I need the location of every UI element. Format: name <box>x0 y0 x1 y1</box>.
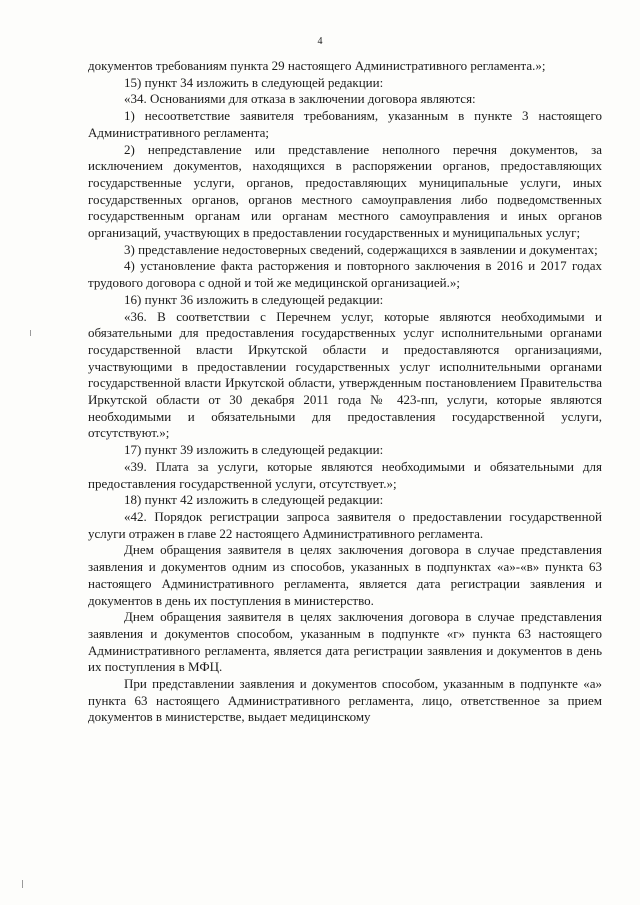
paragraph: «42. Порядок регистрации запроса заявителя о предоставлении государственной услуги отражен в главе 22 настоящего Административного регламента. <box>88 508 602 541</box>
paragraph: 16) пункт 36 изложить в следующей редакции: <box>124 291 384 307</box>
paragraph: 3) представление недостоверных сведений, содержащихся в заявлении и документах; <box>124 241 598 257</box>
paragraph: «36. В соответствии с Перечнем услуг, которые являются необходимыми и обязательными для предоставления государственных услуг исполнительными органами государственной власти Иркутской области и предоставляются организациями, участвующими в предоставлении государственных услуг исполнительными органами государственной власти Иркутской области, утвержденным постановлением Правительства Иркутской области от 30 декабря 2011 года № 423-пп, услуги, которые являются необходимыми и обязательными для предоставления государственной услуги, отсутствуют.»; <box>88 308 602 441</box>
paragraph: 2) непредставление или представление неполного перечня документов, за исключением документов, находящихся в распоряжении органов, предоставляющих государственные услуги, органов, предоставляющих муниципальные услуги, иных государственных органов, органов местного самоуправления либо подведомственных государственным органам или органам местного самоуправления и иных органов организаций, участвующих в предоставлении государственных и муниципальных услуг; <box>88 141 602 241</box>
paragraph: 4) установление факта расторжения и повторного заключения в 2016 и 2017 годах трудового договора с одной и той же медицинской организацией.»; <box>88 258 602 291</box>
paragraph: Днем обращения заявителя в целях заключения договора в случае представления заявления и документов одним из способов, указанных в подпунктах «а»-«в» пункта 63 настоящего Административного регламента, является дата регистрации заявления и документов в день их поступления в министерство. <box>88 542 602 608</box>
page-number: 4 <box>317 36 323 47</box>
paragraph: документов требованиям пункта 29 настоящего Административного регламента.»; <box>88 58 546 73</box>
paragraph: «34. Основаниями для отказа в заключении договора являются: <box>124 91 476 107</box>
paragraph: Днем обращения заявителя в целях заключения договора в случае представления заявления и документов способом, указанным в подпункте «г» пункта 63 настоящего Административного регламента, является дата регистрации заявления и документов в день их поступления в МФЦ. <box>88 609 602 675</box>
scan-mark <box>30 330 31 336</box>
paragraph: 15) пункт 34 изложить в следующей редакции: <box>124 74 384 90</box>
paragraph: 17) пункт 39 изложить в следующей редакции: <box>124 442 384 458</box>
document-body <box>88 58 602 726</box>
paragraph: При представлении заявления и документов способом, указанным в подпункте «а» пункта 63 настоящего Административного регламента, лицо, ответственное за прием документов в министерстве, выдает медицинскому <box>88 676 602 725</box>
scan-mark <box>22 880 23 888</box>
paragraph: 1) несоответствие заявителя требованиям, указанным в пункте 3 настоящего Административного регламента; <box>88 108 602 140</box>
paragraph: 18) пункт 42 изложить в следующей редакции: <box>124 492 384 508</box>
paragraph: «39. Плата за услуги, которые являются необходимыми и обязательными для предоставления государственной услуги, отсутствует.»; <box>88 458 602 491</box>
